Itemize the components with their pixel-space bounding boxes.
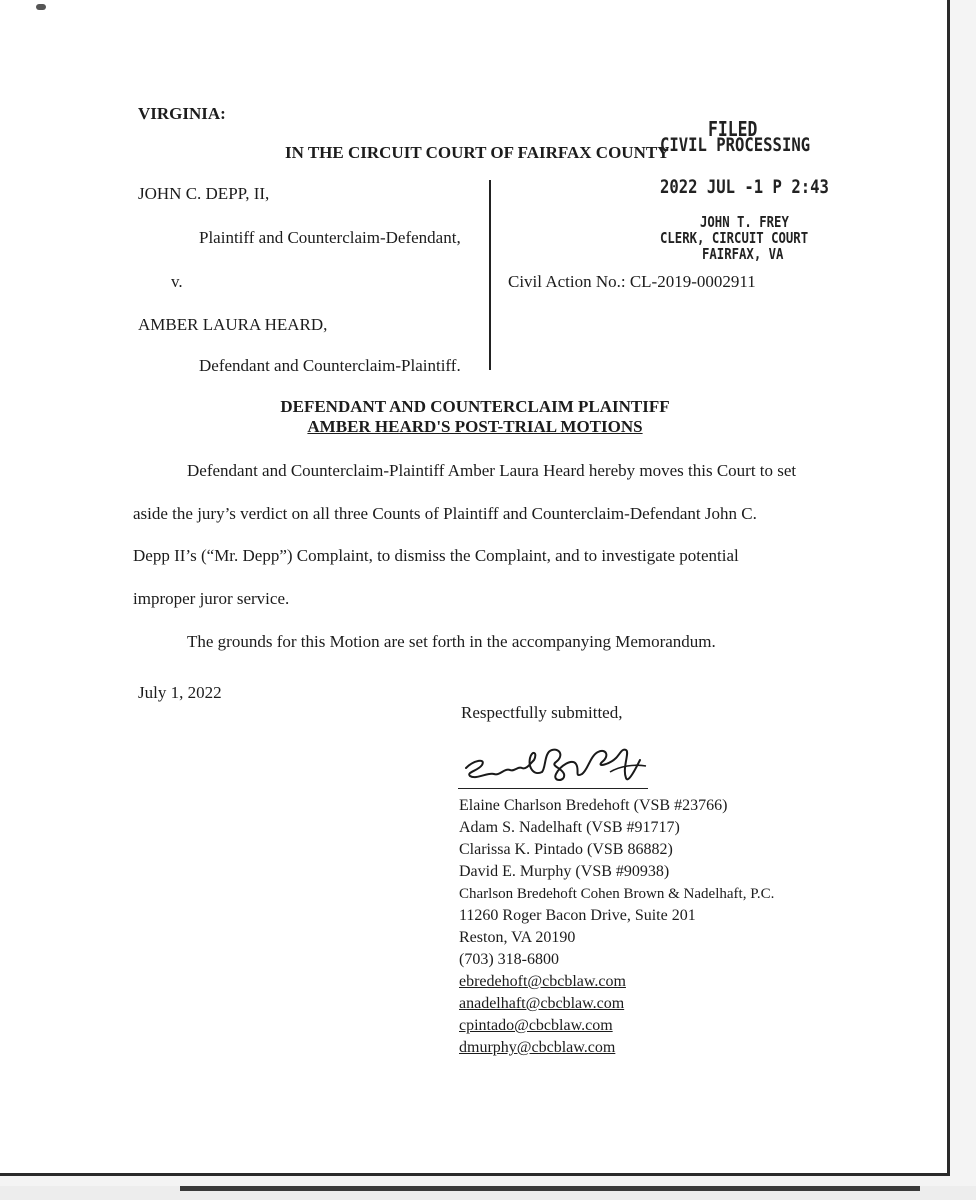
stamp-processing: CIVIL PROCESSING xyxy=(660,134,811,156)
signer-2: Adam S. Nadelhaft (VSB #91717) xyxy=(459,819,680,836)
signature-line xyxy=(458,788,648,789)
defendant-role: Defendant and Counterclaim-Plaintiff. xyxy=(199,356,461,375)
firm-name: Charlson Bredehoft Cohen Brown & Nadelhaft, P.C. xyxy=(459,886,775,902)
plaintiff-name: JOHN C. DEPP, II, xyxy=(138,184,270,203)
scan-bottom-edge xyxy=(0,1186,976,1200)
closing-text: Respectfully submitted, xyxy=(461,703,623,722)
caption-divider xyxy=(489,180,491,370)
body-line-2: aside the jury’s verdict on all three Counts of Plaintiff and Counterclaim-Defendant John C. xyxy=(133,504,757,523)
body-line-3: Depp II’s (“Mr. Depp”) Complaint, to dismiss the Complaint, and to investigate potential xyxy=(133,546,739,565)
body-line-4: improper juror service. xyxy=(133,589,290,608)
email-link-1[interactable]: ebredehoft@cbcblaw.com xyxy=(459,973,626,990)
firm-address-1: 11260 Roger Bacon Drive, Suite 201 xyxy=(459,907,696,924)
firm-address-2: Reston, VA 20190 xyxy=(459,929,576,946)
state-heading: VIRGINIA: xyxy=(138,104,226,123)
stamp-location: FAIRFAX, VA xyxy=(702,245,784,263)
email-link-3[interactable]: cpintado@cbcblaw.com xyxy=(459,1017,613,1034)
signer-1: Elaine Charlson Bredehoft (VSB #23766) xyxy=(459,797,728,814)
plaintiff-role: Plaintiff and Counterclaim-Defendant, xyxy=(199,228,461,247)
signer-3: Clarissa K. Pintado (VSB 86882) xyxy=(459,841,673,858)
body-line-1: Defendant and Counterclaim-Plaintiff Amber Laura Heard hereby moves this Court to set xyxy=(187,461,797,480)
filing-date: July 1, 2022 xyxy=(138,683,222,702)
motion-title-line2: AMBER HEARD'S POST-TRIAL MOTIONS xyxy=(307,417,643,436)
defendant-name: AMBER LAURA HEARD, xyxy=(138,315,328,334)
stamp-clerk-name: JOHN T. FREY xyxy=(700,213,789,231)
versus-label: v. xyxy=(171,272,183,291)
stamp-filed: FILED xyxy=(708,117,758,141)
stamp-datetime: 2022 JUL -1 P 2:43 xyxy=(660,176,829,198)
scan-shadow-bar xyxy=(180,1186,920,1191)
email-link-4[interactable]: dmurphy@cbcblaw.com xyxy=(459,1039,616,1056)
email-link-2[interactable]: anadelhaft@cbcblaw.com xyxy=(459,995,625,1012)
scan-speck xyxy=(36,4,46,10)
body-paragraph-2: The grounds for this Motion are set forth in the accompanying Memorandum. xyxy=(187,632,716,651)
signer-4: David E. Murphy (VSB #90938) xyxy=(459,863,670,880)
motion-title-line1: DEFENDANT AND COUNTERCLAIM PLAINTIFF xyxy=(280,397,670,416)
stamp-clerk-title: CLERK, CIRCUIT COURT xyxy=(660,229,809,247)
firm-phone: (703) 318-6800 xyxy=(459,951,559,968)
court-heading: IN THE CIRCUIT COURT OF FAIRFAX COUNTY xyxy=(285,143,670,162)
civil-action-number: Civil Action No.: CL-2019-0002911 xyxy=(508,272,756,291)
handwritten-signature xyxy=(460,738,660,790)
